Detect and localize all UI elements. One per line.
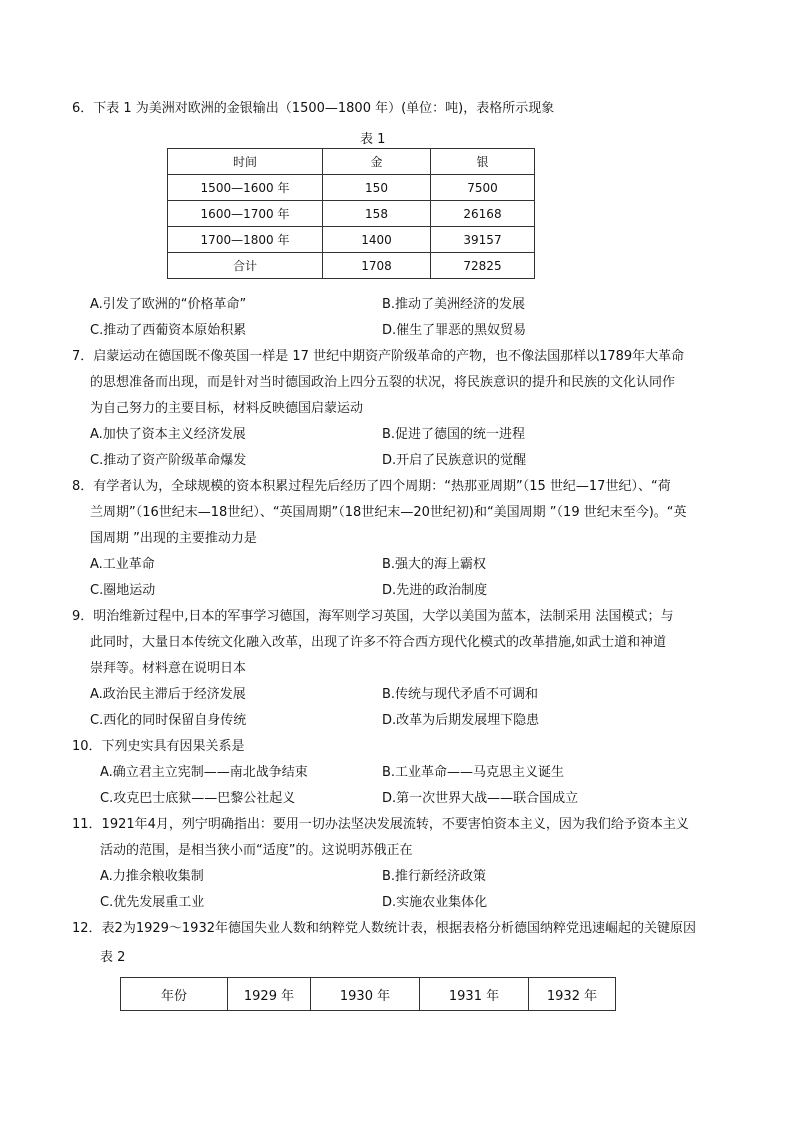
table-header-cell: 金 — [323, 149, 431, 175]
q7-option-b: B.促进了德国的统一进程 — [382, 427, 526, 442]
q8-stem-line: 8．有学者认为，全球规模的资本积累过程先后经历了四个周期：“热那亚周期”（15 世纪—17世纪）、“荷 — [72, 479, 671, 494]
table-cell: 1400 — [323, 227, 431, 253]
q10-option-b: B.工业革命——马克思主义诞生 — [382, 765, 565, 780]
q8-stem-line: 国周期 ”出现的主要推动力是 — [90, 531, 257, 546]
q9-stem-line: 9．明治维新过程中,日本的军事学习德国，海军则学习英国，大学以美国为蓝本，法制采用 法国模式；与 — [72, 609, 674, 624]
q8-option-a: A.工业革命 — [90, 557, 155, 572]
q9-stem-line: 此同时，大量日本传统文化融入改革，出现了许多不符合西方现代化模式的改革措施,如武士道和神道 — [90, 635, 667, 650]
q6-option-d: D.催生了罪恶的黑奴贸易 — [382, 323, 527, 338]
table-cell: 1708 — [323, 253, 431, 279]
q7-stem-line: 7．启蒙运动在德国既不像英国一样是 17 世纪中期资产阶级革命的产物，也不像法国那样以1789年大革命 — [72, 349, 685, 364]
q8-stem-line: 兰周期”（16世纪末—18世纪）、“英国周期”（18世纪末—20世纪初)和“美国周期 ”（19 世纪末至今)。“英 — [90, 505, 687, 520]
q9-option-c: C.西化的同时保留自身传统 — [90, 713, 247, 728]
table-header-cell: 1930 年 — [311, 978, 420, 1011]
table-header-cell: 1929 年 — [228, 978, 311, 1011]
q11-option-b: B.推行新经济政策 — [382, 869, 487, 884]
table-row — [168, 253, 535, 279]
table-cell: 39157 — [431, 227, 535, 253]
table-cell: 1700—1800 年 — [168, 227, 323, 253]
q8-option-c: C.圈地运动 — [90, 583, 156, 598]
table1 — [167, 148, 535, 279]
q11-option-a: A.力推余粮收集制 — [100, 869, 204, 884]
q6-option-a: A.引发了欧洲的“价格革命” — [90, 297, 247, 312]
table-cell: 26168 — [431, 201, 535, 227]
table-header-cell: 年份 — [121, 978, 228, 1011]
table-row — [168, 201, 535, 227]
table-row — [168, 175, 535, 201]
q9-option-b: B.传统与现代矛盾不可调和 — [382, 687, 539, 702]
q11-option-c: C.优先发展重工业 — [100, 895, 205, 910]
q7-option-c: C.推动了资产阶级革命爆发 — [90, 453, 247, 468]
table-cell: 1600—1700 年 — [168, 201, 323, 227]
q8-option-d: D.先进的政治制度 — [382, 583, 488, 598]
table-cell: 合计 — [168, 253, 323, 279]
q11-option-d: D.实施农业集体化 — [382, 895, 488, 910]
q7-option-d: D.开启了民族意识的觉醒 — [382, 453, 527, 468]
table-header-row — [121, 978, 616, 1011]
q6-option-c: C.推动了西葡资本原始积累 — [90, 323, 247, 338]
q10-option-c: C.攻克巴士底狱——巴黎公社起义 — [100, 791, 296, 806]
table-header-cell: 1931 年 — [420, 978, 529, 1011]
q12-stem-line: 12．表2为1929～1932年德国失业人数和纳粹党人数统计表，根据表格分析德国纳粹党迅速崛起的关键原因 — [72, 921, 696, 936]
q7-stem-line: 为自己努力的主要目标，材料反映德国启蒙运动 — [90, 401, 364, 416]
table1-caption: 表 1 — [360, 132, 386, 147]
table-cell: 7500 — [431, 175, 535, 201]
table2-caption: 表 2 — [100, 950, 126, 965]
table-header-cell: 1932 年 — [529, 978, 616, 1011]
q7-stem-line: 的思想准备而出现，而是针对当时德国政治上四分五裂的状况，将民族意识的提升和民族的文化认同作 — [90, 375, 676, 390]
table-header-cell: 时间 — [168, 149, 323, 175]
q10-option-d: D.第一次世界大战——联合国成立 — [382, 791, 579, 806]
q10-option-a: A.确立君主立宪制——南北战争结束 — [100, 765, 308, 780]
table-cell: 158 — [323, 201, 431, 227]
q9-stem-line: 崇拜等。材料意在说明日本 — [90, 661, 247, 676]
q9-option-d: D.改革为后期发展埋下隐患 — [382, 713, 540, 728]
q11-stem-line: 活动的范围，是相当狭小而“适度”的。这说明苏俄正在 — [100, 843, 413, 858]
q6-stem: 6．下表 1 为美洲对欧洲的金银输出（1500—1800 年）(单位：吨)，表格所示现象 — [72, 101, 555, 116]
table-header-row — [168, 149, 535, 175]
table-header-cell: 银 — [431, 149, 535, 175]
table-cell: 150 — [323, 175, 431, 201]
table-cell: 72825 — [431, 253, 535, 279]
q7-option-a: A.加快了资本主义经济发展 — [90, 427, 246, 442]
q10-stem-line: 10．下列史实具有因果关系是 — [72, 739, 245, 754]
table2 — [120, 977, 616, 1011]
q8-option-b: B.强大的海上霸权 — [382, 557, 487, 572]
table-cell: 1500—1600 年 — [168, 175, 323, 201]
q11-stem-line: 11．1921年4月，列宁明确指出：要用一切办法坚决发展流转，不要害怕资本主义，因为我们给予资本主义 — [72, 817, 689, 832]
q9-option-a: A.政治民主滞后于经济发展 — [90, 687, 246, 702]
table-row — [168, 227, 535, 253]
q6-option-b: B.推动了美洲经济的发展 — [382, 297, 526, 312]
